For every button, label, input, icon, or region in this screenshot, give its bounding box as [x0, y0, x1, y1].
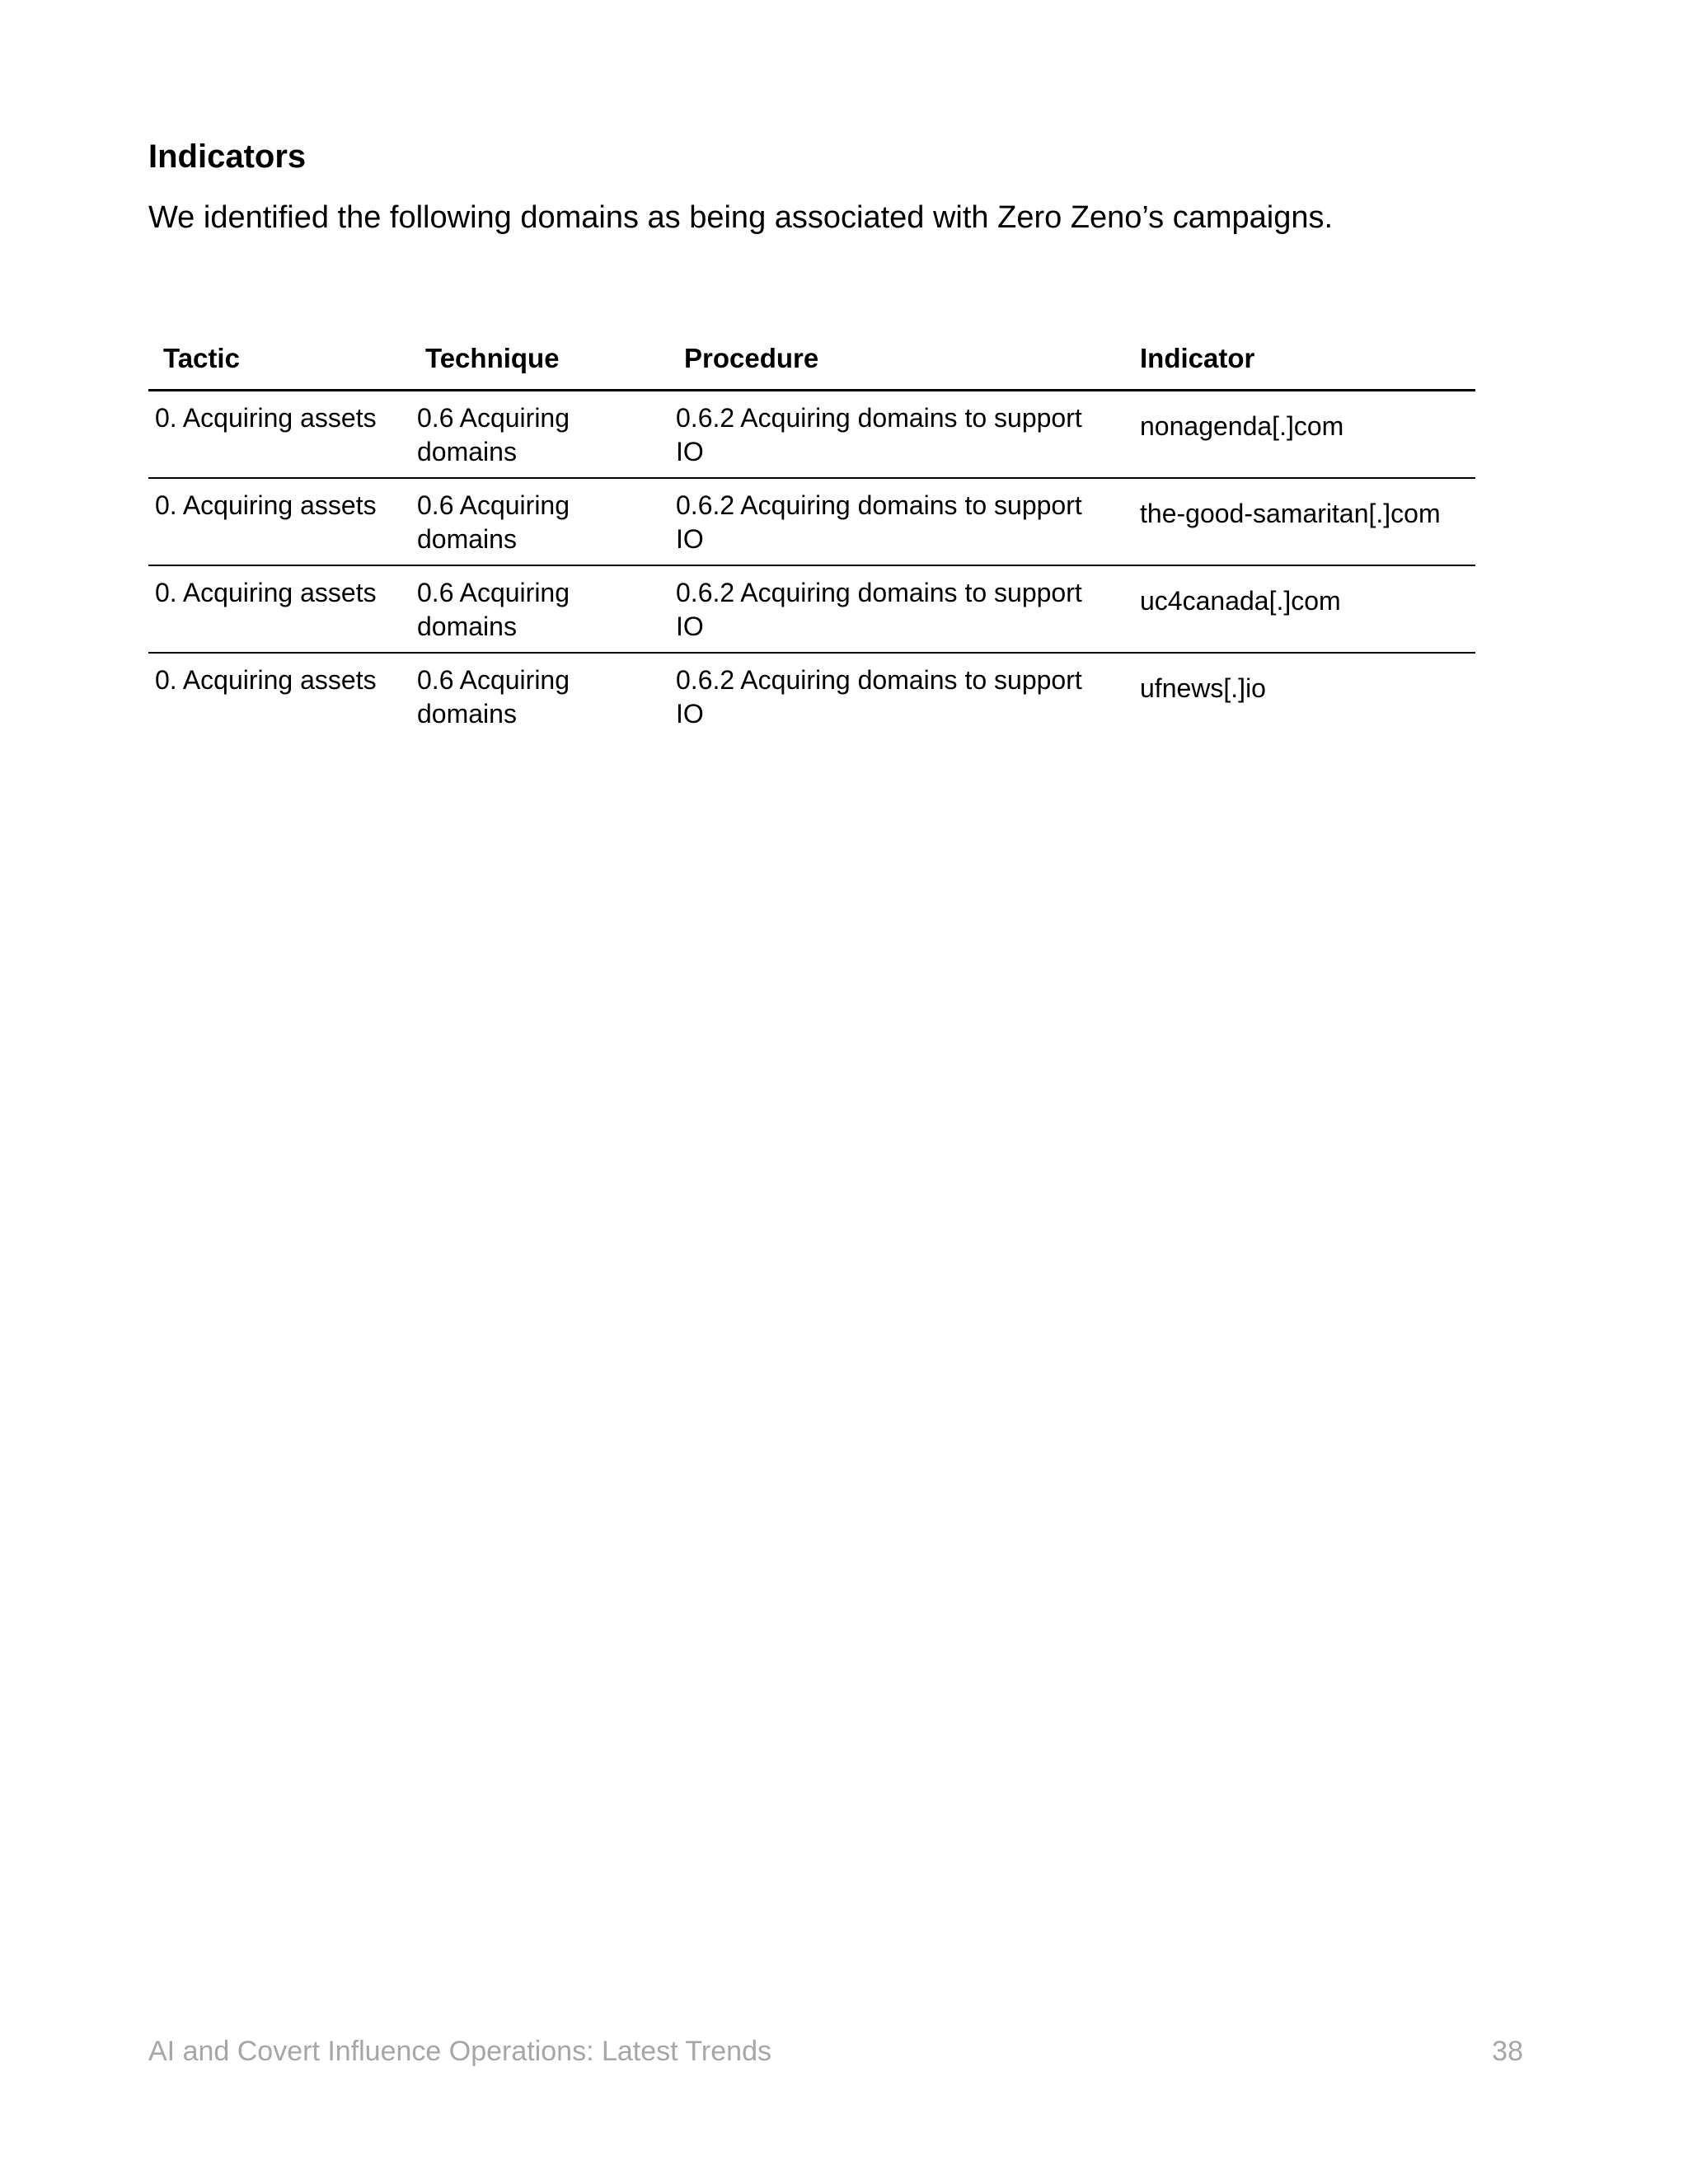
- table-row: [148, 653, 1475, 739]
- header-procedure: Procedure: [669, 328, 1125, 391]
- footer-document-title: AI and Covert Influence Operations: Latest Trends: [148, 2036, 771, 2067]
- indicators-table: [148, 328, 1475, 739]
- cell-indicator: nonagenda[.]com: [1140, 411, 1344, 441]
- cell-tactic: 0. Acquiring assets: [155, 665, 377, 695]
- cell-indicator: uc4canada[.]com: [1140, 586, 1341, 616]
- cell-technique: 0.6 Acquiring domains: [417, 490, 570, 554]
- page-number: 38: [1492, 2036, 1523, 2067]
- table-row: [148, 565, 1475, 653]
- cell-procedure: 0.6.2 Acquiring domains to support IO: [676, 578, 1082, 641]
- cell-technique: 0.6 Acquiring domains: [417, 403, 570, 466]
- header-indicator: Indicator: [1125, 328, 1475, 391]
- header-technique: Technique: [410, 328, 669, 391]
- cell-technique: 0.6 Acquiring domains: [417, 665, 570, 729]
- header-tactic: Tactic: [148, 328, 410, 391]
- table-body: [148, 391, 1475, 740]
- table-row: [148, 478, 1475, 565]
- table-row: [148, 391, 1475, 479]
- cell-procedure: 0.6.2 Acquiring domains to support IO: [676, 665, 1082, 729]
- cell-technique: 0.6 Acquiring domains: [417, 578, 570, 641]
- cell-procedure: 0.6.2 Acquiring domains to support IO: [676, 490, 1082, 554]
- table-header: [148, 328, 1475, 391]
- cell-procedure: 0.6.2 Acquiring domains to support IO: [676, 403, 1082, 466]
- cell-tactic: 0. Acquiring assets: [155, 578, 377, 607]
- cell-indicator: ufnews[.]io: [1140, 673, 1266, 703]
- cell-indicator: the-good-samaritan[.]com: [1140, 499, 1441, 528]
- section-heading: Indicators: [148, 138, 307, 175]
- cell-tactic: 0. Acquiring assets: [155, 403, 377, 433]
- table-header-row: [148, 328, 1475, 391]
- cell-tactic: 0. Acquiring assets: [155, 490, 377, 520]
- section-intro: We identified the following domains as being associated with Zero Zeno’s campaigns.: [148, 200, 1334, 235]
